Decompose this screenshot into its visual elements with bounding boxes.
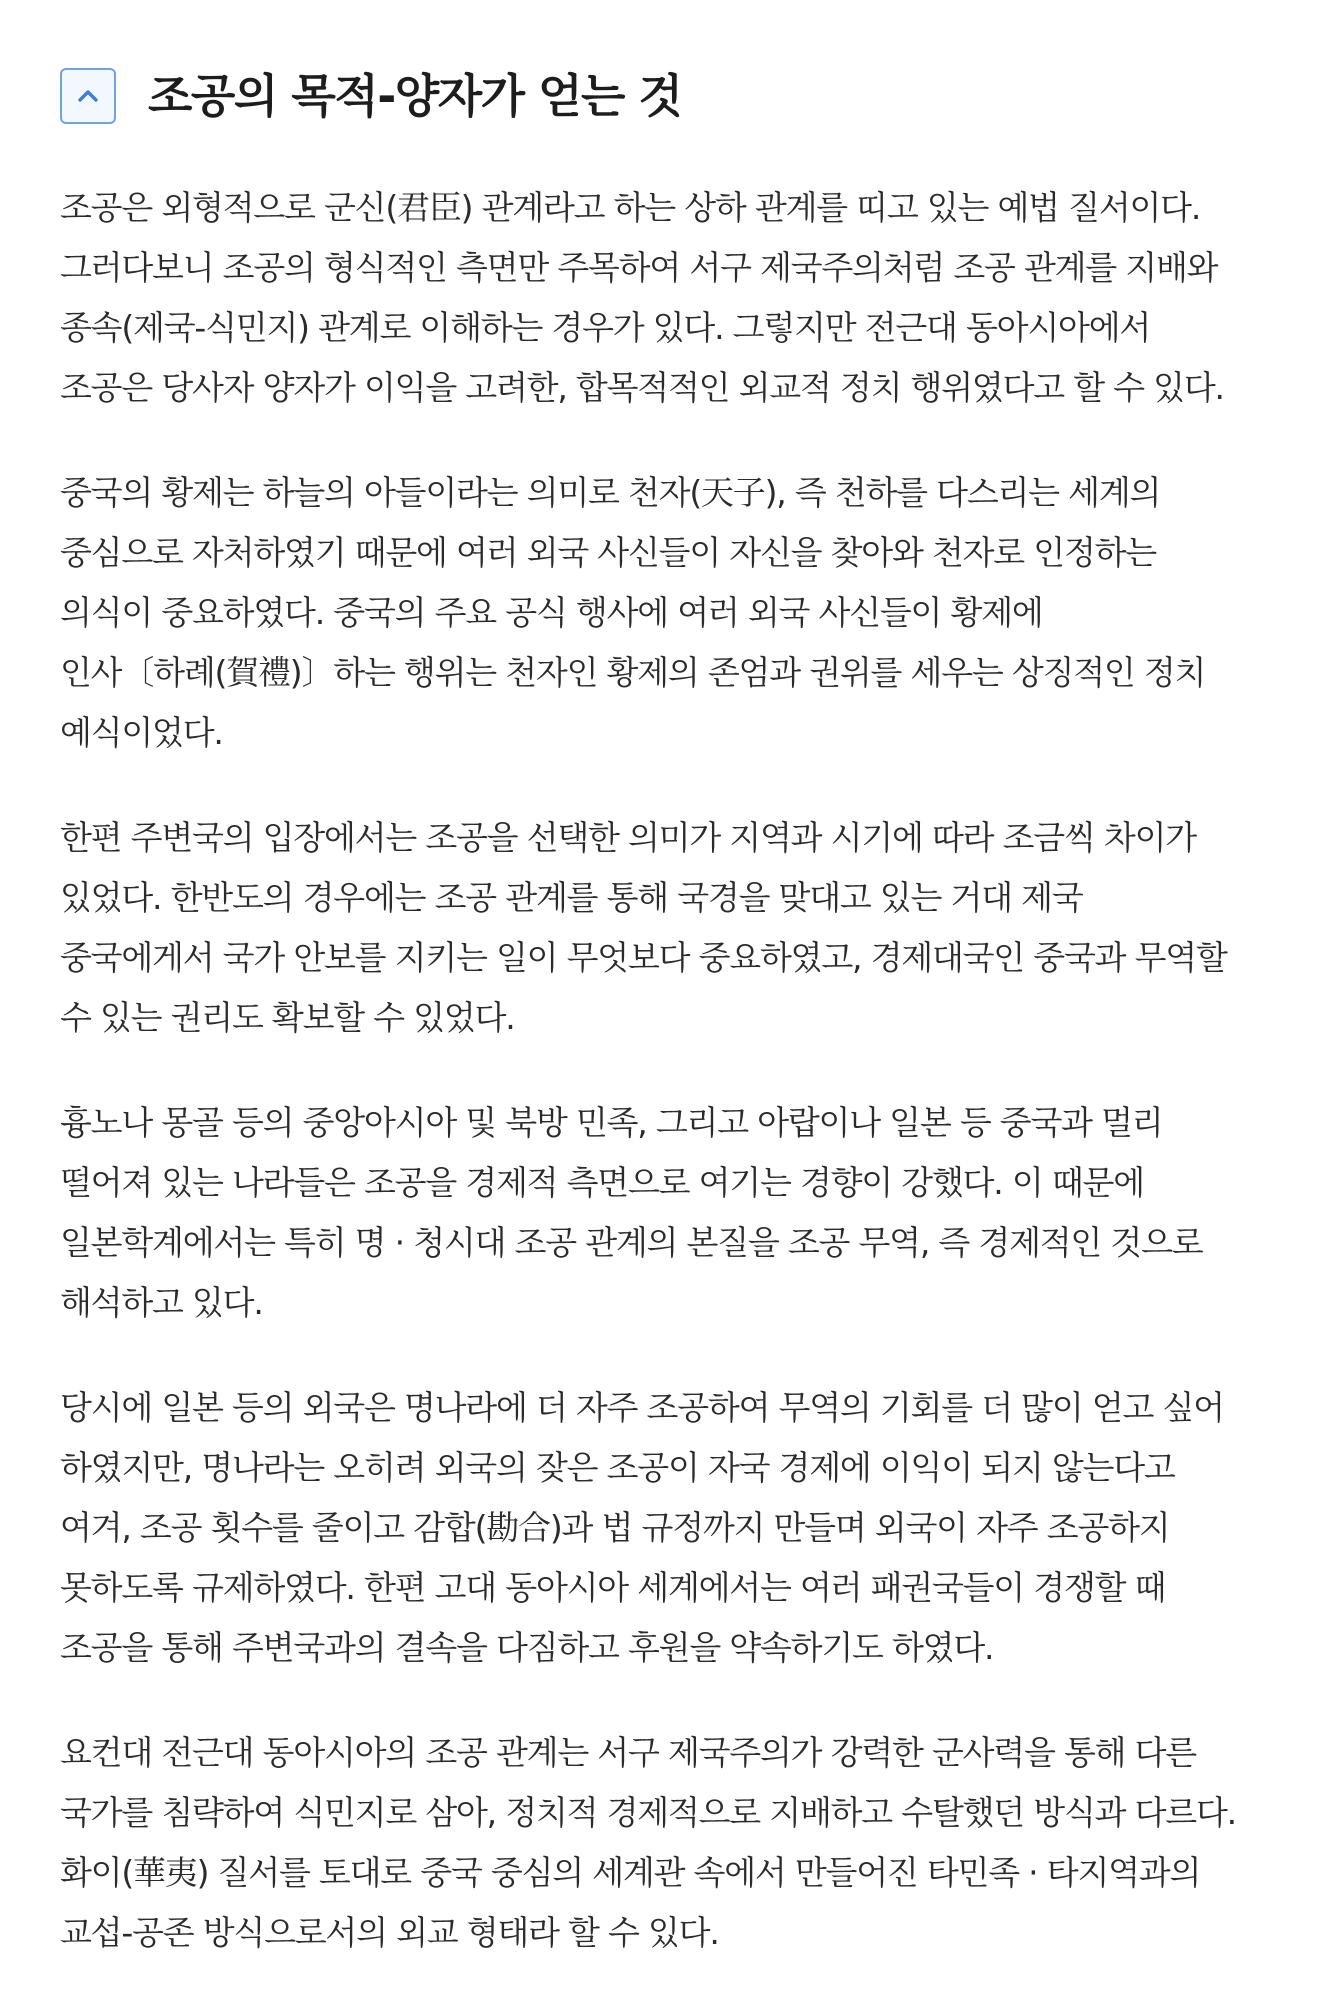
text-line: 조공은 외형적으로 군신(君臣) 관계라고 하는 상하 관계를 띠고 있는 예법 질서이다. xyxy=(60,188,1201,227)
text-line: 조공을 통해 주변국과의 결속을 다짐하고 후원을 약속하기도 하였다. xyxy=(60,1628,994,1667)
text-line: 못하도록 규제하였다. 한편 고대 동아시아 세계에서는 여러 패권국들이 경쟁할 때 xyxy=(60,1568,1166,1607)
paragraph xyxy=(60,1723,1270,1963)
text-line: 중국에게서 국가 안보를 지키는 일이 무엇보다 중요하였고, 경제대국인 중국과 무역할 xyxy=(60,938,1227,977)
text-line: 있었다. 한반도의 경우에는 조공 관계를 통해 국경을 맞대고 있는 거대 제국 xyxy=(60,878,1083,917)
chevron-up-icon xyxy=(77,89,99,103)
paragraph xyxy=(60,178,1270,418)
text-line: 인사〔하례(賀禮)〕하는 행위는 천자인 황제의 존엄과 권위를 세우는 상징적인 정치 xyxy=(60,653,1206,692)
text-line: 한편 주변국의 입장에서는 조공을 선택한 의미가 지역과 시기에 따라 조금씩 차이가 xyxy=(60,818,1196,857)
paragraph xyxy=(60,1378,1270,1678)
text-line: 떨어져 있는 나라들은 조공을 경제적 측면으로 여기는 경향이 강했다. 이 때문에 xyxy=(60,1163,1144,1202)
text-line: 의식이 중요하였다. 중국의 주요 공식 행사에 여러 외국 사신들이 황제에 xyxy=(60,593,1043,632)
text-line: 그러다보니 조공의 형식적인 측면만 주목하여 서구 제국주의처럼 조공 관계를 지배와 xyxy=(60,248,1218,287)
article-body xyxy=(60,178,1270,2008)
text-line: 일본학계에서는 특히 명 · 청시대 조공 관계의 본질을 조공 무역, 즉 경제적인 것으로 xyxy=(60,1223,1203,1262)
collapse-toggle-button[interactable] xyxy=(60,68,116,124)
text-line: 예식이었다. xyxy=(60,713,223,752)
paragraph xyxy=(60,1093,1270,1333)
paragraph xyxy=(60,808,1270,1048)
text-line: 조공은 당사자 양자가 이익을 고려한, 합목적적인 외교적 정치 행위였다고 할 수 있다. xyxy=(60,368,1224,407)
text-line: 종속(제국-식민지) 관계로 이해하는 경우가 있다. 그렇지만 전근대 동아시아에서 xyxy=(60,308,1151,347)
paragraph xyxy=(60,463,1270,763)
text-line: 교섭-공존 방식으로서의 외교 형태라 할 수 있다. xyxy=(60,1913,719,1952)
text-line: 여겨, 조공 횟수를 줄이고 감합(勘合)과 법 규정까지 만들며 외국이 자주 조공하지 xyxy=(60,1508,1170,1547)
text-line: 해석하고 있다. xyxy=(60,1283,263,1322)
section-title: 조공의 목적-양자가 얻는 것 xyxy=(148,69,682,123)
text-line: 중국의 황제는 하늘의 아들이라는 의미로 천자(天子), 즉 천하를 다스리는 세계의 xyxy=(60,473,1161,512)
section-header xyxy=(60,68,681,124)
text-line: 하였지만, 명나라는 오히려 외국의 잦은 조공이 자국 경제에 이익이 되지 않는다고 xyxy=(60,1448,1175,1487)
text-line: 수 있는 권리도 확보할 수 있었다. xyxy=(60,998,515,1037)
text-line: 흉노나 몽골 등의 중앙아시아 및 북방 민족, 그리고 아랍이나 일본 등 중국과 멀리 xyxy=(60,1103,1163,1142)
text-line: 화이(華夷) 질서를 토대로 중국 중심의 세계관 속에서 만들어진 타민족 · 타지역과의 xyxy=(60,1853,1201,1892)
text-line: 국가를 침략하여 식민지로 삼아, 정치적 경제적으로 지배하고 수탈했던 방식과 다르다. xyxy=(60,1793,1236,1832)
text-line: 요컨대 전근대 동아시아의 조공 관계는 서구 제국주의가 강력한 군사력을 통해 다른 xyxy=(60,1733,1196,1772)
text-line: 당시에 일본 등의 외국은 명나라에 더 자주 조공하여 무역의 기회를 더 많이 얻고 싶어 xyxy=(60,1388,1224,1427)
text-line: 중심으로 자처하였기 때문에 여러 외국 사신들이 자신을 찾아와 천자로 인정하는 xyxy=(60,533,1156,572)
